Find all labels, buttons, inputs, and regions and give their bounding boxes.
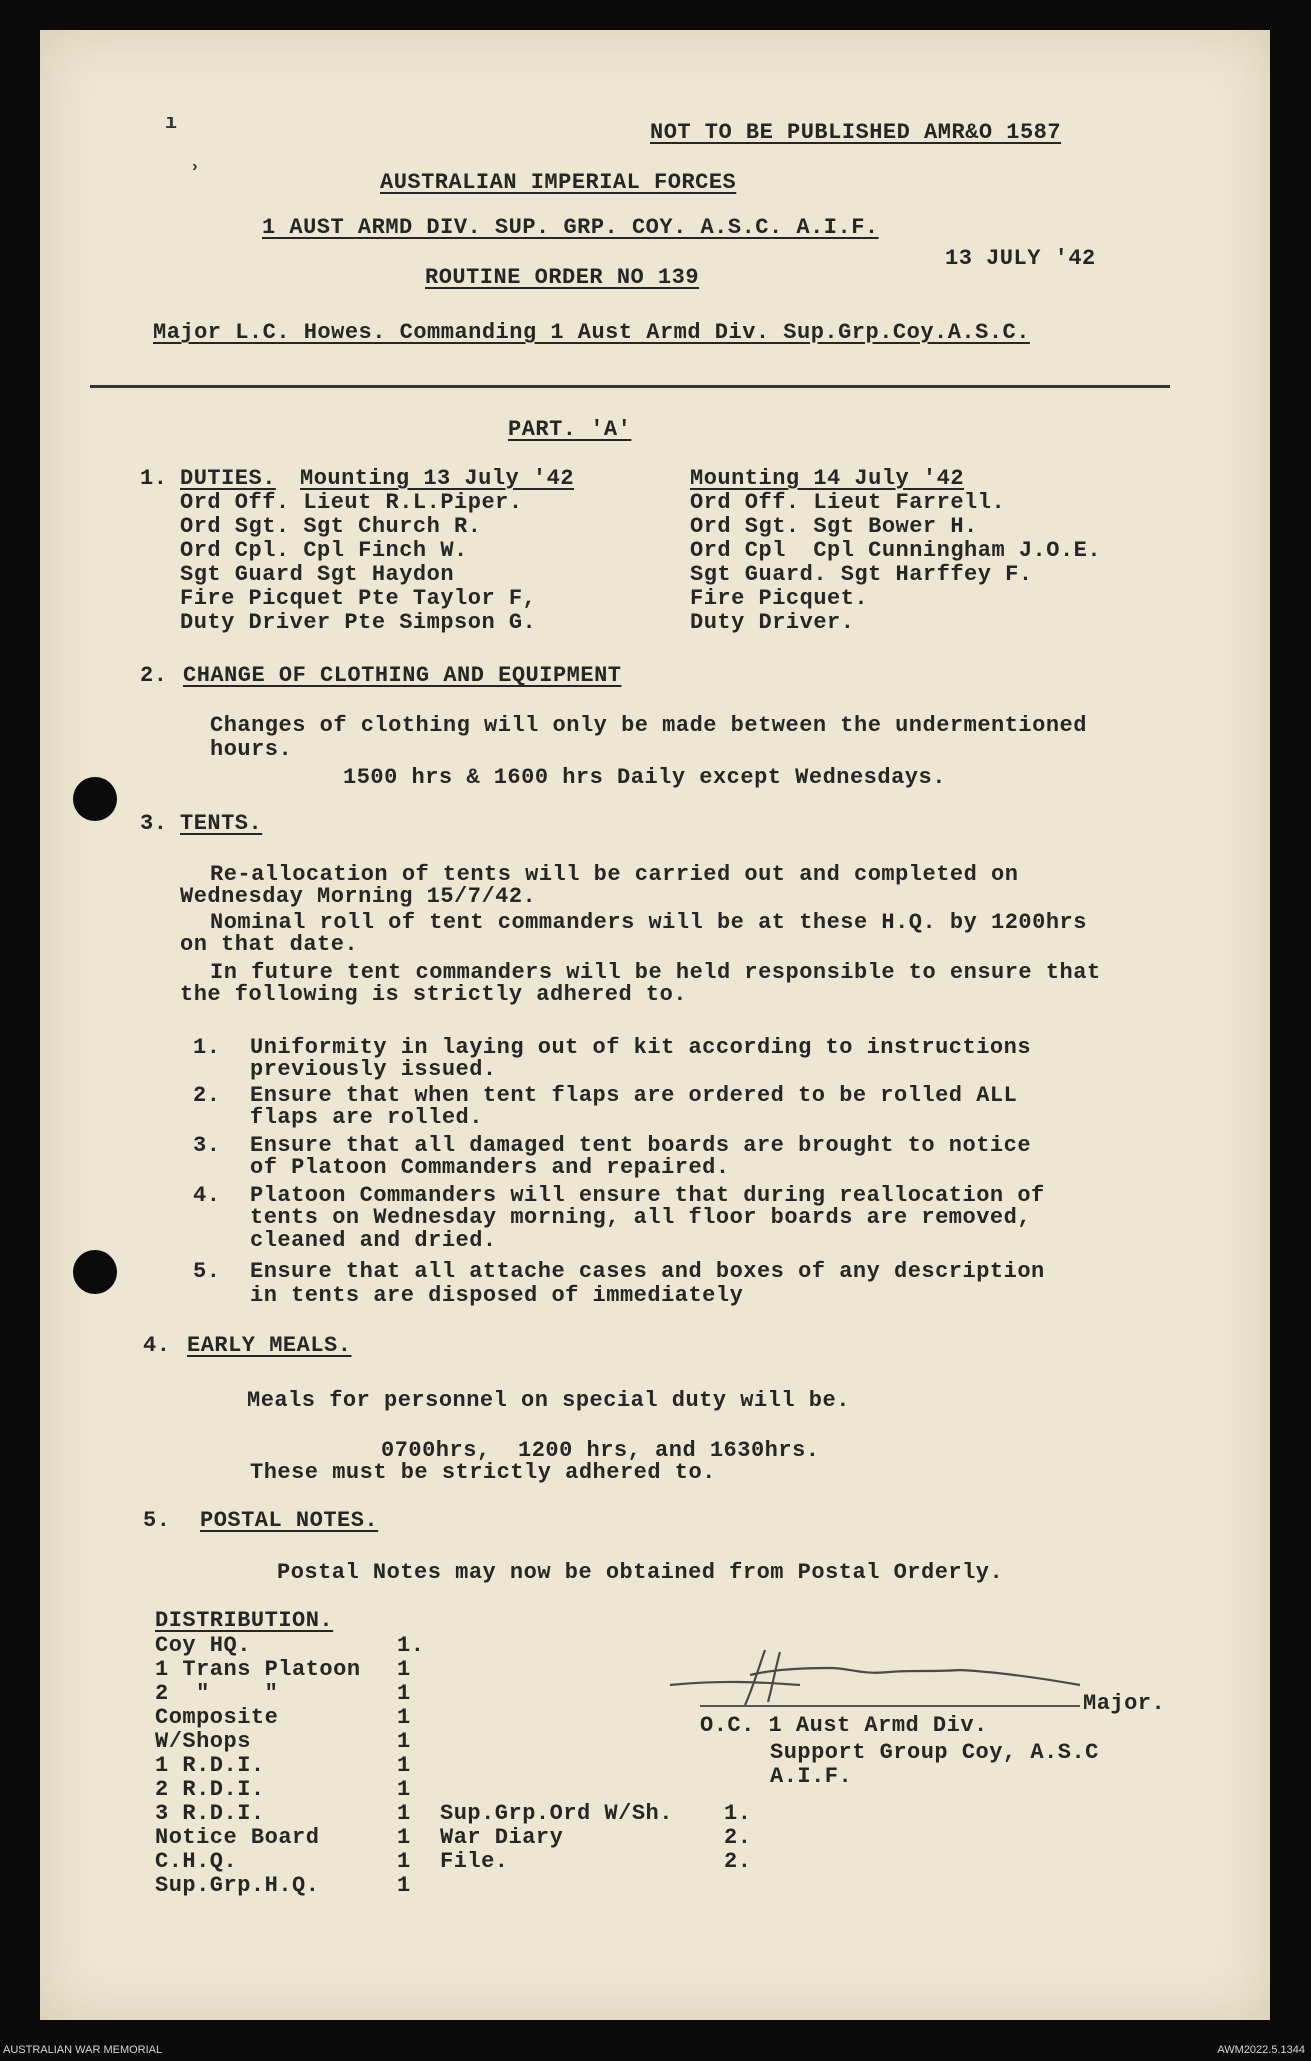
distribution-name: File. bbox=[440, 1849, 509, 1874]
duties-heading: DUTIES. bbox=[180, 466, 276, 491]
tents-item-number: 5. bbox=[193, 1259, 221, 1284]
distribution-name: Sup.Grp.Ord W/Sh. bbox=[440, 1801, 673, 1826]
tents-text: Re-allocation of tents will be carried out and completed on bbox=[210, 862, 1019, 887]
tents-item-text: Ensure that all damaged tent boards are brought to notice bbox=[250, 1133, 1032, 1158]
section-number: 3. bbox=[140, 811, 168, 836]
duties-left-title: Mounting 13 July '42 bbox=[300, 466, 575, 491]
duties-left-line: Fire Picquet Pte Taylor F, bbox=[180, 586, 537, 611]
tents-item-number: 1. bbox=[193, 1035, 221, 1060]
distribution-name: Notice Board bbox=[155, 1825, 320, 1850]
duties-right-line: Ord Cpl Cpl Cunningham J.O.E. bbox=[690, 538, 1102, 563]
postal-text: Postal Notes may now be obtained from Postal Orderly. bbox=[277, 1560, 1004, 1585]
distribution-qty: 1 bbox=[397, 1777, 411, 1802]
tents-item-text: in tents are disposed of immediately bbox=[250, 1283, 744, 1308]
distribution-name: W/Shops bbox=[155, 1729, 251, 1754]
pencil-mark: › bbox=[190, 158, 200, 176]
signature-title: A.I.F. bbox=[770, 1764, 853, 1789]
clothing-text: Changes of clothing will only be made between the undermentioned bbox=[210, 713, 1087, 738]
duties-left-line: Ord Off. Lieut R.L.Piper. bbox=[180, 490, 523, 515]
clothing-hours: 1500 hrs & 1600 hrs Daily except Wednesdays. bbox=[343, 765, 946, 790]
punch-hole bbox=[73, 777, 117, 821]
distribution-qty: 1 bbox=[397, 1753, 411, 1778]
duties-left-line: Sgt Guard Sgt Haydon bbox=[180, 562, 455, 587]
footer-source: AUSTRALIAN WAR MEMORIAL bbox=[3, 2044, 163, 2056]
postal-heading: POSTAL NOTES. bbox=[200, 1508, 379, 1533]
meals-heading: EARLY MEALS. bbox=[187, 1333, 352, 1358]
tents-item-text: Platoon Commanders will ensure that during reallocation of bbox=[250, 1183, 1045, 1208]
distribution-name: 2 R.D.I. bbox=[155, 1777, 265, 1802]
distribution-heading: DISTRIBUTION. bbox=[155, 1608, 334, 1633]
tents-item-number: 3. bbox=[193, 1133, 221, 1158]
tents-item-text: Ensure that all attache cases and boxes of any description bbox=[250, 1259, 1045, 1284]
handwritten-signature bbox=[660, 1640, 1110, 1710]
tents-heading: TENTS. bbox=[180, 811, 263, 836]
duties-right-line: Ord Off. Lieut Farrell. bbox=[690, 490, 1006, 515]
tents-item-text: flaps are rolled. bbox=[250, 1105, 483, 1130]
force-title: AUSTRALIAN IMPERIAL FORCES bbox=[380, 170, 737, 195]
clothing-heading: CHANGE OF CLOTHING AND EQUIPMENT bbox=[183, 663, 622, 688]
duties-right-line: Sgt Guard. Sgt Harffey F. bbox=[690, 562, 1033, 587]
punch-hole bbox=[73, 1250, 117, 1294]
section-number: 2. bbox=[140, 663, 168, 688]
signature-title: Support Group Coy, A.S.C bbox=[770, 1740, 1099, 1765]
distribution-name: Sup.Grp.H.Q. bbox=[155, 1873, 320, 1898]
distribution-name: 2 " " bbox=[155, 1681, 279, 1706]
distribution-qty: 1 bbox=[397, 1729, 411, 1754]
unit-title: 1 AUST ARMD DIV. SUP. GRP. COY. A.S.C. A.I.F. bbox=[262, 215, 879, 240]
duties-right-line: Fire Picquet. bbox=[690, 586, 869, 611]
tents-item-text: Ensure that when tent flaps are ordered to be rolled ALL bbox=[250, 1083, 1018, 1108]
meals-text: Meals for personnel on special duty will be. bbox=[247, 1388, 850, 1413]
section-number: 1. bbox=[140, 466, 168, 491]
duties-right-title: Mounting 14 July '42 bbox=[690, 466, 965, 491]
security-marking: NOT TO BE PUBLISHED AMR&O 1587 bbox=[650, 120, 1062, 145]
signature-line bbox=[700, 1705, 1080, 1707]
distribution-name: 3 R.D.I. bbox=[155, 1801, 265, 1826]
tents-item-text: tents on Wednesday morning, all floor boards are removed, bbox=[250, 1205, 1032, 1230]
tents-text: In future tent commanders will be held responsible to ensure that bbox=[210, 960, 1101, 985]
signature-rank: Major. bbox=[1083, 1691, 1166, 1716]
distribution-qty: 1 bbox=[397, 1825, 411, 1850]
distribution-name: War Diary bbox=[440, 1825, 564, 1850]
divider-rule bbox=[90, 385, 1170, 388]
clothing-text: hours. bbox=[210, 737, 293, 762]
distribution-qty: 2. bbox=[724, 1825, 752, 1850]
distribution-qty: 1. bbox=[397, 1633, 425, 1658]
distribution-name: 1 Trans Platoon bbox=[155, 1657, 361, 1682]
duties-left-line: Ord Cpl. Cpl Finch W. bbox=[180, 538, 468, 563]
tents-text: the following is strictly adhered to. bbox=[180, 982, 687, 1007]
distribution-qty: 1 bbox=[397, 1681, 411, 1706]
part-heading: PART. 'A' bbox=[508, 417, 632, 442]
tents-item-text: Uniformity in laying out of kit according to instructions bbox=[250, 1035, 1032, 1060]
tents-item-text: of Platoon Commanders and repaired. bbox=[250, 1155, 730, 1180]
tents-text: Nominal roll of tent commanders will be at these H.Q. by 1200hrs bbox=[210, 910, 1087, 935]
duties-left-line: Duty Driver Pte Simpson G. bbox=[180, 610, 537, 635]
distribution-qty: 1 bbox=[397, 1801, 411, 1826]
distribution-name: Coy HQ. bbox=[155, 1633, 251, 1658]
distribution-name: C.H.Q. bbox=[155, 1849, 238, 1874]
distribution-name: 1 R.D.I. bbox=[155, 1753, 265, 1778]
duties-left-line: Ord Sgt. Sgt Church R. bbox=[180, 514, 482, 539]
order-date: 13 JULY '42 bbox=[945, 246, 1096, 271]
tents-item-text: previously issued. bbox=[250, 1057, 497, 1082]
signature-title: O.C. 1 Aust Armd Div. bbox=[700, 1713, 988, 1738]
commander-line: Major L.C. Howes. Commanding 1 Aust Armd Div. Sup.Grp.Coy.A.S.C. bbox=[153, 320, 1030, 345]
pencil-mark: ı bbox=[165, 112, 178, 135]
section-number: 4. bbox=[143, 1333, 171, 1358]
distribution-qty: 1 bbox=[397, 1873, 411, 1898]
distribution-qty: 1 bbox=[397, 1657, 411, 1682]
tents-item-number: 4. bbox=[193, 1183, 221, 1208]
distribution-qty: 1. bbox=[724, 1801, 752, 1826]
footer-accession: AWM2022.5.1344 bbox=[1217, 2044, 1305, 2056]
distribution-qty: 1 bbox=[397, 1849, 411, 1874]
distribution-qty: 2. bbox=[724, 1849, 752, 1874]
meals-times: 0700hrs, 1200 hrs, and 1630hrs. bbox=[381, 1438, 820, 1463]
duties-right-line: Duty Driver. bbox=[690, 610, 855, 635]
tents-item-text: cleaned and dried. bbox=[250, 1228, 497, 1253]
tents-item-number: 2. bbox=[193, 1083, 221, 1108]
meals-text: These must be strictly adhered to. bbox=[250, 1460, 716, 1485]
duties-right-line: Ord Sgt. Sgt Bower H. bbox=[690, 514, 978, 539]
distribution-name: Composite bbox=[155, 1705, 279, 1730]
tents-text: Wednesday Morning 15/7/42. bbox=[180, 884, 537, 909]
tents-text: on that date. bbox=[180, 932, 359, 957]
order-title: ROUTINE ORDER NO 139 bbox=[425, 265, 700, 290]
distribution-qty: 1 bbox=[397, 1705, 411, 1730]
section-number: 5. bbox=[143, 1508, 171, 1533]
